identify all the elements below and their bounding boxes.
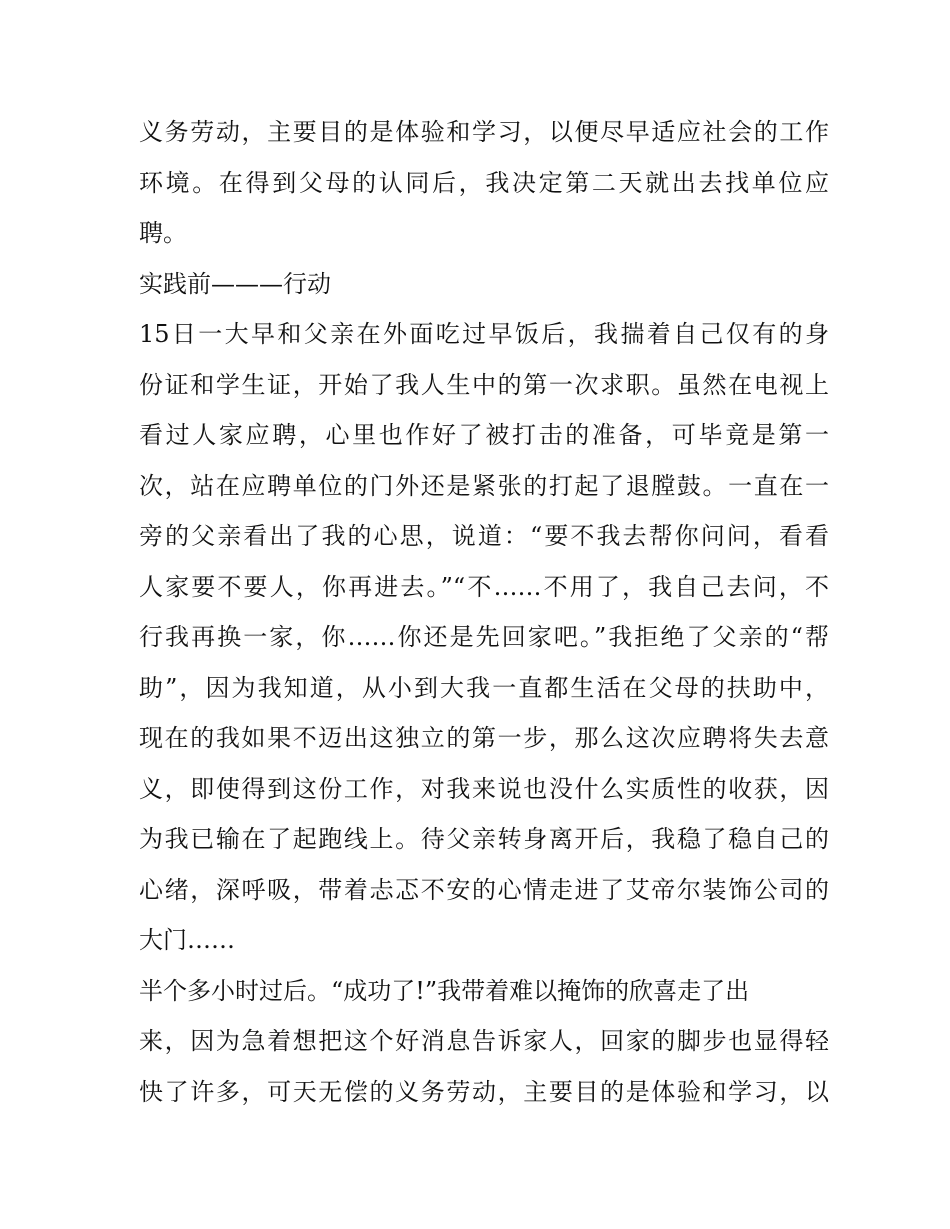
text-line: 半个多小时过后。“成功了!”我带着难以掩饰的欣喜走了出 [139, 976, 750, 1005]
text-line: 聘。 [139, 219, 187, 247]
text-line: 大门…… [139, 926, 235, 954]
text-line: 快了许多，可天无偿的义务劳动，主要目的是体验和学习，以 [139, 1077, 829, 1106]
section-heading: 实践前———行动 [139, 269, 331, 298]
text-line: 来，因为急着想把这个好消息告诉家人，回家的脚步也显得轻 [139, 1027, 829, 1055]
text-line: 份证和学生证，开始了我人生中的第一次求职。虽然在电视上 [139, 370, 829, 399]
body-text [139, 107, 829, 1117]
text-line: 行我再换一家，你……你还是先回家吧。”我拒绝了父亲的“帮 [139, 623, 829, 651]
text-line: 看过人家应聘，心里也作好了被打击的准备，可毕竟是第一 [139, 421, 829, 449]
text-line: 义，即使得到这份工作，对我来说也没什么实质性的收获，因 [139, 774, 829, 803]
text-line: 人家要不要人，你再进去。”“不……不用了，我自己去问，不 [139, 572, 829, 601]
text-line: 为我已输在了起跑线上。待父亲转身离开后，我稳了稳自己的 [139, 825, 829, 853]
text-line: 助”，因为我知道，从小到大我一直都生活在父母的扶助中， [139, 673, 829, 702]
text-line: 15日一大早和父亲在外面吃过早饭后，我揣着自己仅有的身 [139, 320, 829, 348]
text-line: 义务劳动，主要目的是体验和学习，以便尽早适应社会的工作 [139, 118, 829, 146]
text-line: 心绪，深呼吸，带着忐忑不安的心情走进了艾帝尔装饰公司的 [139, 875, 829, 904]
text-line: 现在的我如果不迈出这独立的第一步，那么这次应聘将失去意 [139, 724, 829, 752]
text-line: 旁的父亲看出了我的心思，说道：“要不我去帮你问问，看看 [139, 522, 829, 550]
text-line: 环境。在得到父母的认同后，我决定第二天就出去找单位应 [139, 168, 829, 197]
text-line: 次，站在应聘单位的门外还是紧张的打起了退膛鼓。一直在一 [139, 471, 829, 500]
